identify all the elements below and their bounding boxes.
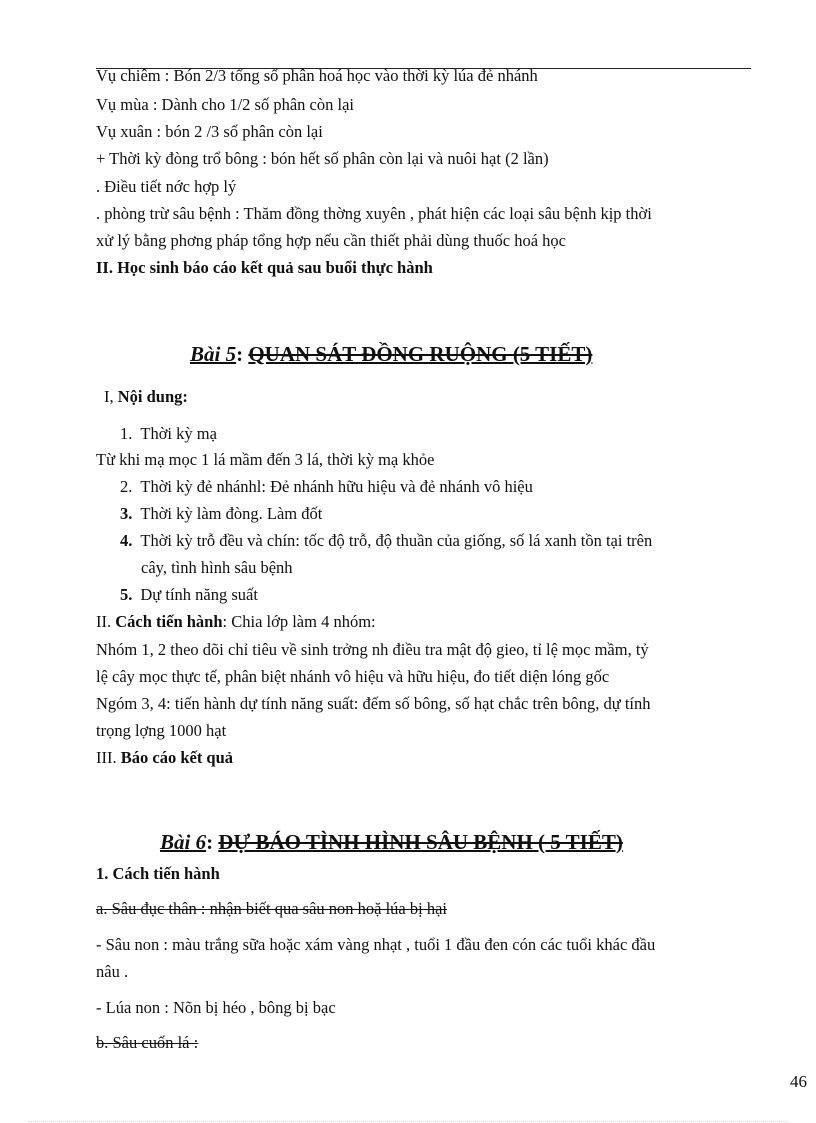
list-number: 2.	[120, 477, 133, 496]
section-label: Cách tiến hành	[115, 612, 223, 631]
text-line: + Thời kỳ đòng trổ bông : bón hết số phân còn lại và nuôi hạt (2 lần)	[96, 149, 549, 168]
bottom-border	[28, 1121, 788, 1122]
list-text: Thời kỳ trỗ đều và chín: tốc độ trỗ, độ thuần của giống, số lá xanh tồn tại trên	[140, 531, 653, 550]
text-line: - Lúa non : Nõn bị héo , bông bị bạc	[96, 998, 336, 1017]
text-line: trọng lợng 1000 hạt	[96, 721, 227, 740]
section-label: Nội dung:	[117, 387, 188, 406]
section-heading: II. Học sinh báo cáo kết quả sau buổi thực hành	[96, 258, 433, 277]
text-line: nâu .	[96, 962, 129, 981]
text-line: Ngóm 3, 4: tiến hành dự tính năng suất: đếm số bông, số hạt chắc trên bông, dự tính	[96, 694, 651, 713]
list-text: Thời kỳ đẻ nhánhl: Đẻ nhánh hữu hiệu và đẻ nhánh vô hiệu	[140, 477, 533, 496]
list-number: 4.	[120, 531, 133, 550]
page-number: 46	[790, 1072, 807, 1091]
list-item	[120, 477, 533, 497]
section-prefix: I,	[104, 387, 118, 406]
list-number: 1.	[120, 424, 133, 443]
list-text: Thời kỳ làm đòng. Làm đốt	[140, 504, 323, 523]
title-colon: :	[236, 342, 244, 366]
text-line: - Sâu non : màu trắng sữa hoặc xám vàng nhạt , tuổi 1 đầu đen cón các tuổi khác đầu	[96, 935, 656, 954]
section-heading: 1. Cách tiến hành	[96, 864, 220, 883]
section-heading	[104, 387, 188, 407]
list-number: 5.	[120, 585, 133, 604]
text-line: Vụ xuân : bón 2 /3 số phân còn lại	[96, 122, 323, 141]
subsection-heading: a. Sâu đục thân : nhận biết qua sâu non hoặ lúa bị hại	[96, 899, 447, 918]
text-line: . phòng trừ sâu bệnh : Thăm đồng thờng xuyên , phát hiện các loại sâu bệnh kịp thời	[96, 204, 652, 223]
text-line: xử lý bằng phơng pháp tổng hợp nếu cần thiết phải dùng thuốc hoá học	[96, 231, 566, 250]
section-prefix: III.	[96, 748, 121, 767]
list-number: 3.	[120, 504, 133, 523]
list-item	[120, 424, 217, 444]
section-heading	[96, 748, 233, 768]
lesson-5-title	[190, 341, 592, 367]
text-line: cây, tình hình sâu bệnh	[141, 558, 293, 577]
text-line: Vụ mùa : Dành cho 1/2 số phân còn lại	[96, 95, 354, 114]
title-colon: :	[206, 830, 214, 854]
list-item	[120, 504, 322, 524]
lesson-6-title	[160, 829, 623, 855]
section-heading	[96, 612, 376, 632]
text-line: Nhóm 1, 2 theo dõi chỉ tiêu về sinh trởng nh điều tra mật độ gieo, tỉ lệ mọc mầm, tỷ	[96, 640, 649, 659]
text-line: lệ cây mọc thực tế, phân biệt nhánh vô hiệu và hữu hiệu, đo tiết diện lóng gốc	[96, 667, 610, 686]
lesson-heading: DỰ BÁO TÌNH HÌNH SÂU BỆNH ( 5 TIẾT)	[218, 830, 623, 854]
section-text: : Chia lớp làm 4 nhóm:	[222, 612, 376, 631]
lesson-number: Bài 5	[190, 342, 237, 366]
lesson-number: Bài 6	[160, 830, 207, 854]
lesson-heading: QUAN SÁT ĐỒNG RUỘNG (5 TIẾT)	[248, 342, 593, 366]
text-line: . Điều tiết nớc hợp lý	[96, 177, 237, 196]
list-item	[120, 531, 652, 551]
list-item	[120, 585, 258, 605]
text-line: Vụ chiêm : Bón 2/3 tổng số phân hoá học vào thời kỳ lúa đẻ nhánh	[96, 66, 538, 85]
list-text: Dự tính năng suất	[140, 585, 258, 604]
list-text: Thời kỳ mạ	[140, 424, 217, 443]
text-line: Từ khi mạ mọc 1 lá mầm đến 3 lá, thời kỳ mạ khỏe	[96, 450, 435, 469]
section-label: Báo cáo kết quả	[120, 748, 234, 767]
subsection-heading: b. Sâu cuốn lá :	[96, 1033, 199, 1052]
section-prefix: II.	[96, 612, 116, 631]
